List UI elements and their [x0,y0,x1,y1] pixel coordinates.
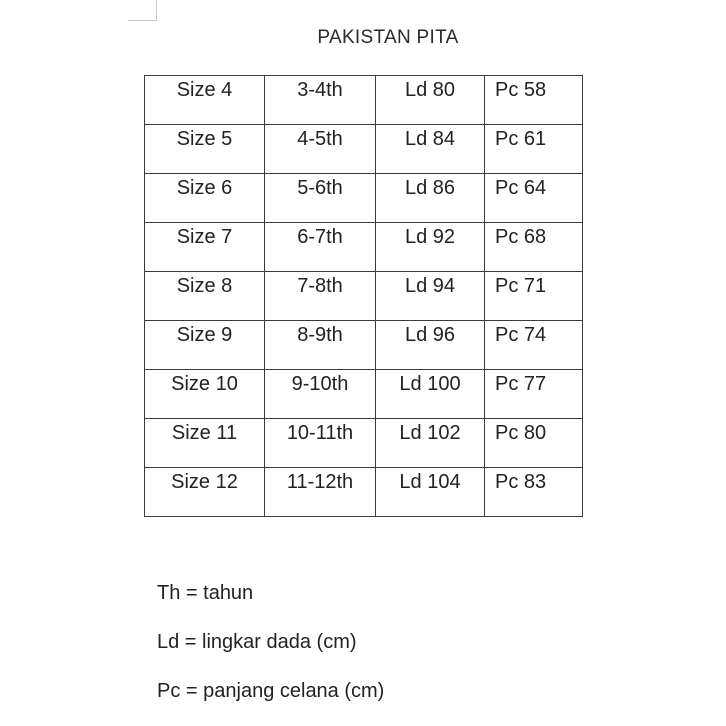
pants-length-cell: Pc 64 [485,174,583,223]
size-cell: Size 5 [145,125,265,174]
table-row [145,174,583,223]
size-cell: Size 4 [145,76,265,125]
age-cell: 4-5th [265,125,376,174]
chest-cell: Ld 94 [376,272,485,321]
legend-pants-note: Pc = panjang celana (cm) [157,680,385,702]
chest-cell: Ld 104 [376,468,485,517]
pants-length-cell: Pc 74 [485,321,583,370]
size-cell: Size 11 [145,419,265,468]
chest-cell: Ld 86 [376,174,485,223]
document-title: PAKISTAN PITA [317,27,459,48]
age-cell: 9-10th [265,370,376,419]
pants-length-cell: Pc 58 [485,76,583,125]
size-cell: Size 10 [145,370,265,419]
table-row [145,321,583,370]
age-cell: 6-7th [265,223,376,272]
chest-cell: Ld 84 [376,125,485,174]
pants-length-cell: Pc 77 [485,370,583,419]
size-cell: Size 7 [145,223,265,272]
size-cell: Size 9 [145,321,265,370]
table-row [145,468,583,517]
size-cell: Size 6 [145,174,265,223]
legend-age-note: Th = tahun [157,582,254,604]
table-row [145,125,583,174]
table-row [145,370,583,419]
size-cell: Size 12 [145,468,265,517]
age-cell: 7-8th [265,272,376,321]
pants-length-cell: Pc 83 [485,468,583,517]
age-cell: 10-11th [265,419,376,468]
chest-cell: Ld 102 [376,419,485,468]
chest-cell: Ld 80 [376,76,485,125]
legend-chest-note: Ld = lingkar dada (cm) [157,631,357,653]
pants-length-cell: Pc 80 [485,419,583,468]
pants-length-cell: Pc 71 [485,272,583,321]
table-row [145,419,583,468]
age-cell: 3-4th [265,76,376,125]
page-corner-mark [128,0,157,21]
age-cell: 8-9th [265,321,376,370]
chest-cell: Ld 92 [376,223,485,272]
size-cell: Size 8 [145,272,265,321]
table-row [145,272,583,321]
table-row [145,223,583,272]
age-cell: 11-12th [265,468,376,517]
table-row [145,76,583,125]
age-cell: 5-6th [265,174,376,223]
chest-cell: Ld 96 [376,321,485,370]
pants-length-cell: Pc 68 [485,223,583,272]
pants-length-cell: Pc 61 [485,125,583,174]
chest-cell: Ld 100 [376,370,485,419]
size-chart-table [144,75,583,517]
